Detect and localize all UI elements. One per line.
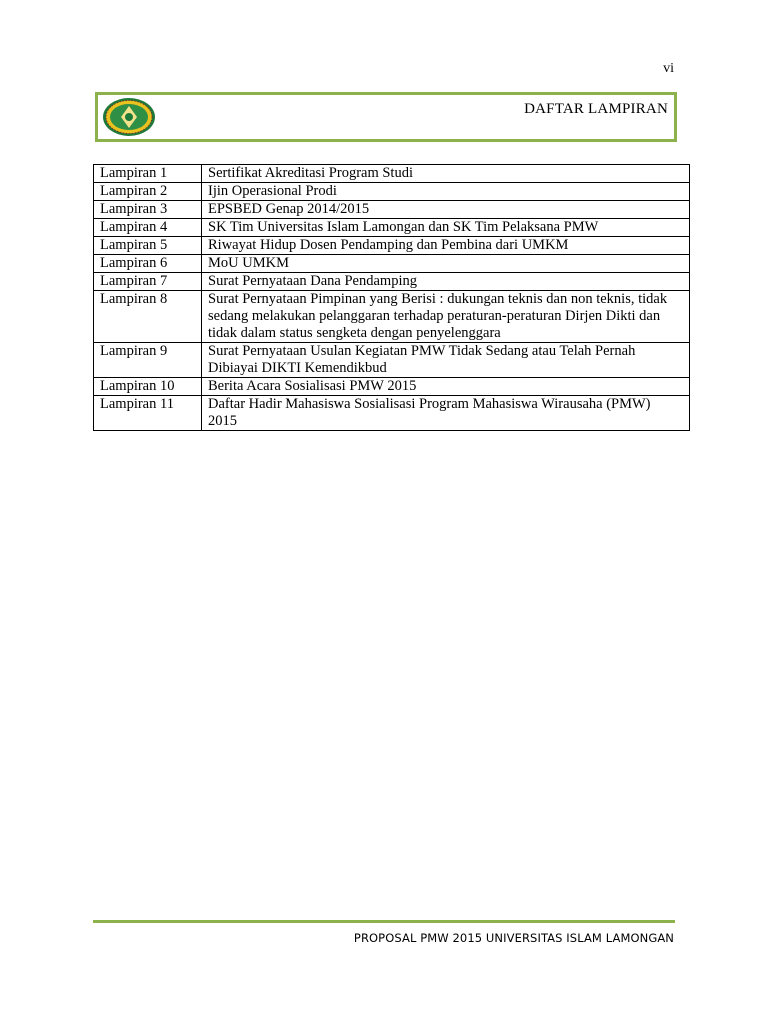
lampiran-number: Lampiran 2 (94, 183, 202, 201)
table-row (94, 396, 690, 431)
lampiran-number: Lampiran 9 (94, 343, 202, 378)
table-row (94, 219, 690, 237)
footer-divider (93, 920, 675, 923)
lampiran-description: EPSBED Genap 2014/2015 (202, 201, 690, 219)
header-box (95, 92, 677, 142)
page-title: DAFTAR LAMPIRAN (524, 101, 668, 117)
lampiran-description: Riwayat Hidup Dosen Pendamping dan Pembina dari UMKM (202, 237, 690, 255)
table-row (94, 255, 690, 273)
lampiran-description: Surat Pernyataan Usulan Kegiatan PMW Tidak Sedang atau Telah Pernah Dibiayai DIKTI Kemendikbud (202, 343, 690, 378)
lampiran-number: Lampiran 11 (94, 396, 202, 431)
lampiran-description: SK Tim Universitas Islam Lamongan dan SK Tim Pelaksana PMW (202, 219, 690, 237)
lampiran-number: Lampiran 1 (94, 165, 202, 183)
table-row (94, 237, 690, 255)
lampiran-description: Ijin Operasional Prodi (202, 183, 690, 201)
lampiran-description: Surat Pernyataan Pimpinan yang Berisi : dukungan teknis dan non teknis, tidak sedang melakukan pelanggaran terhadap peraturan-peraturan Dirjen Dikti dan tidak dalam status sengketa dengan penyelenggara (202, 291, 690, 343)
table-row (94, 165, 690, 183)
lampiran-description: Daftar Hadir Mahasiswa Sosialisasi Program Mahasiswa Wirausaha (PMW) 2015 (202, 396, 690, 431)
lampiran-number: Lampiran 7 (94, 273, 202, 291)
lampiran-description: Sertifikat Akreditasi Program Studi (202, 165, 690, 183)
lampiran-description: MoU UMKM (202, 255, 690, 273)
table-row (94, 378, 690, 396)
lampiran-number: Lampiran 6 (94, 255, 202, 273)
lampiran-number: Lampiran 4 (94, 219, 202, 237)
table-row (94, 183, 690, 201)
lampiran-description: Berita Acara Sosialisasi PMW 2015 (202, 378, 690, 396)
table-row (94, 291, 690, 343)
page-number: vi (663, 61, 674, 76)
table-row (94, 343, 690, 378)
lampiran-number: Lampiran 8 (94, 291, 202, 343)
lampiran-number: Lampiran 5 (94, 237, 202, 255)
footer-text: PROPOSAL PMW 2015 UNIVERSITAS ISLAM LAMONGAN (353, 931, 674, 945)
lampiran-table (93, 164, 690, 431)
lampiran-number: Lampiran 3 (94, 201, 202, 219)
table-row (94, 201, 690, 219)
lampiran-number: Lampiran 10 (94, 378, 202, 396)
lampiran-description: Surat Pernyataan Dana Pendamping (202, 273, 690, 291)
table-row (94, 273, 690, 291)
university-emblem-icon (102, 97, 156, 137)
